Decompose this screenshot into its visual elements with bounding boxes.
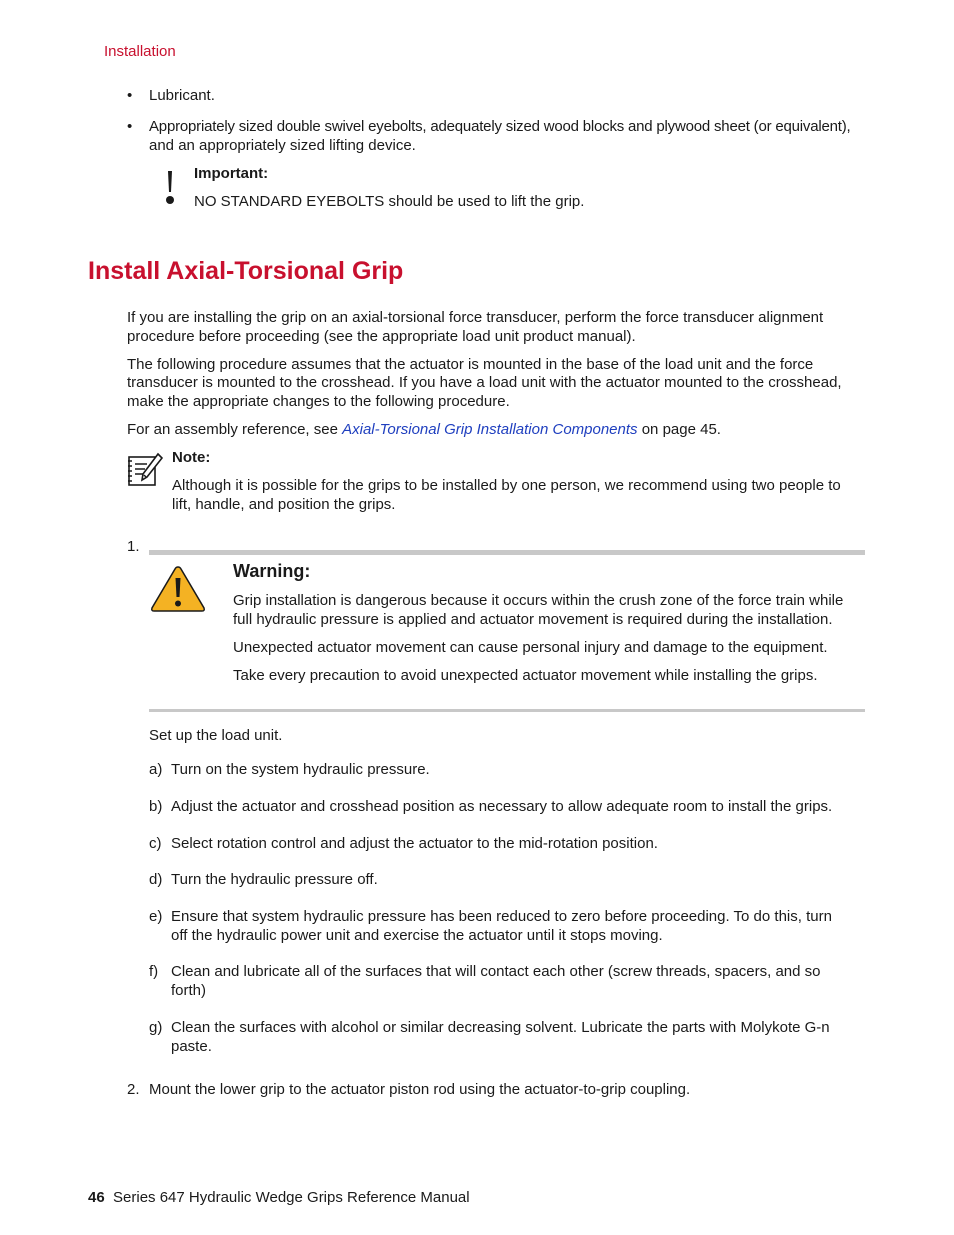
manual-title: Series 647 Hydraulic Wedge Grips Reference Manual [113,1189,470,1206]
section-heading: Install Axial-Torsional Grip [88,257,404,285]
step-number: 1. [127,538,140,555]
substep-text: Ensure that system hydraulic pressure has been reduced to zero before proceeding. To do this, turn [171,908,832,925]
step-number: 2. [127,1081,140,1098]
substep-text: Clean and lubricate all of the surfaces that will contact each other (screw threads, spacers, and so [171,963,821,980]
substep-letter: b) [149,798,163,815]
bullet-item-eyebolts-line2: and an appropriately sized lifting device. [149,137,416,154]
warning-text-injury: Unexpected actuator movement can cause personal injury and damage to the equipment. [233,639,828,656]
substep-text: Turn on the system hydraulic pressure. [171,761,430,778]
step2-text: Mount the lower grip to the actuator piston rod using the actuator-to-grip coupling. [149,1081,691,1098]
bullet-item-eyebolts-line1: Appropriately sized double swivel eyebolts, adequately sized wood blocks and plywood sheet (or equivalent), [149,118,851,135]
reference-link[interactable]: Axial-Torsional Grip Installation Components [342,421,638,438]
intro-paragraph-line1: If you are installing the grip on an axial-torsional force transducer, perform the force transducer alignment [127,309,824,326]
substep-letter: e) [149,908,163,925]
note-label: Note: [172,449,211,466]
page-footer [88,1189,470,1206]
warning-title: Warning: [233,561,311,581]
warning-text-line1: Grip installation is dangerous because it occurs within the crush zone of the force train while [233,592,844,609]
substep-text: forth) [171,982,207,999]
warning-text-precaution: Take every precaution to avoid unexpected actuator movement while installing the grips. [233,667,818,684]
warning-bottom-rule [149,709,865,712]
note-text-line2: lift, handle, and position the grips. [172,496,396,513]
substep-letter: f) [149,963,159,980]
note-text-line1: Although it is possible for the grips to be installed by one person, we recommend using two people to [172,477,841,494]
substep-text: Clean the surfaces with alcohol or similar decreasing solvent. Lubricate the parts with Molykote G-n [171,1019,830,1036]
substep-letter: g) [149,1019,163,1036]
page-number: 46 [88,1189,105,1206]
reference-prefix: For an assembly reference, see [127,421,343,438]
bullet-marker: • [127,118,133,135]
substep-text: Select rotation control and adjust the actuator to the mid-rotation position. [171,835,658,852]
warning-top-rule [149,550,865,555]
note-pencil-icon [127,452,163,488]
substep-letter: d) [149,871,163,888]
bullet-item-lubricant: Lubricant. [149,87,215,104]
substep-letter: c) [149,835,162,852]
substep-letter: a) [149,761,163,778]
intro-paragraph-line2: procedure before proceeding (see the appropriate load unit product manual). [127,328,636,345]
exclamation-icon [160,168,180,208]
substep-text: off the hydraulic power unit and exercise the actuator until it stops moving. [171,927,663,944]
substep-text: paste. [171,1038,212,1055]
reference-paragraph [127,420,721,439]
substep-text: Adjust the actuator and crosshead position as necessary to allow adequate room to install the grips. [171,798,833,815]
step1-text: Set up the load unit. [149,727,283,744]
substep-text: Turn the hydraulic pressure off. [171,871,378,888]
procedure-paragraph-line2: transducer is mounted to the crosshead. If you have a load unit with the actuator mounted to the crosshead, [127,374,842,391]
important-text: NO STANDARD EYEBOLTS should be used to lift the grip. [194,193,585,210]
warning-triangle-icon [149,564,207,614]
procedure-paragraph-line1: The following procedure assumes that the actuator is mounted in the base of the load unit and the force [127,356,814,373]
important-label: Important: [194,165,269,182]
running-header-section: Installation [104,43,176,60]
procedure-paragraph-line3: make the appropriate changes to the following procedure. [127,393,510,410]
reference-suffix: on page 45. [637,421,721,438]
warning-text-line2: full hydraulic pressure is applied and actuator movement is required during the installation. [233,611,833,628]
bullet-marker: • [127,87,133,104]
